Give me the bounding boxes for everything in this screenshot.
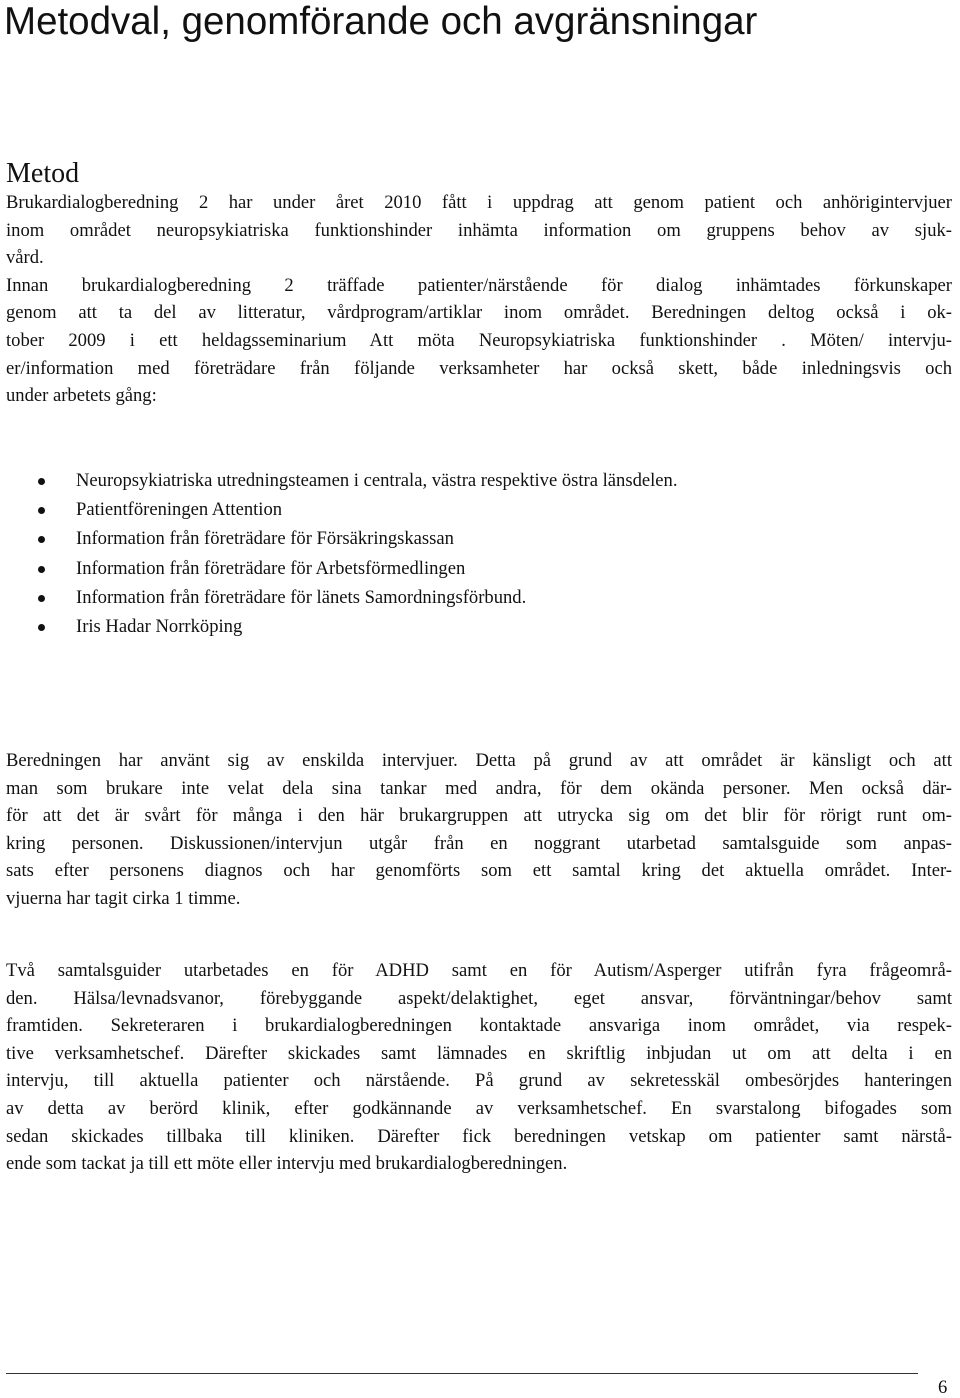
bullet-icon [38,536,45,543]
bullet-icon [38,595,45,602]
list-item-text: Iris Hadar Norrköping [76,615,243,637]
text-line: Innan brukardialogberedning 2 träffade patienter/närstående för dialog inhämtades förkunskaper [6,274,952,296]
bullet-icon [38,624,45,631]
text-line: man som brukare inte velat dela sina tankar med andra, för dem okända personer. Men också där- [6,777,952,799]
page-number: 6 [938,1377,948,1398]
paragraph-guides [6,957,952,1178]
footer-divider [6,1373,918,1374]
bullet-icon [38,478,45,485]
text-line: vård. [6,247,44,269]
list-item [0,524,960,553]
text-line: Beredningen har använt sig av enskilda intervjuer. Detta på grund av att området är känsligt och att [6,750,952,771]
text-line: Brukardialogberedning 2 har under året 2010 fått i uppdrag att genom patient och anhörigintervjuer [6,192,952,213]
paragraph-interviews [6,747,952,913]
text-line: den. Hälsa/levnadsvanor, förebyggande aspekt/delaktighet, eget ansvar, förväntningar/behov samt [6,987,952,1009]
paragraph-intro [6,189,952,410]
text-line: kring personen. Diskussionen/intervjun utgår från en noggrant utarbetad samtalsguide som anpas- [6,832,952,854]
text-line: under arbetets gång: [6,385,157,407]
text-line: Två samtalsguider utarbetades en för ADHD samt en för Autism/Asperger utifrån fyra frågeområ- [6,960,952,981]
section-heading-metod: Metod [6,158,80,189]
list-item-text: Information från företrädare för Försäkringskassan [76,528,454,550]
text-line: för att det är svårt för många i den här brukargruppen att utrycka sig om det blir för rörigt runt om- [6,805,952,827]
text-line: av detta av berörd klinik, efter godkännande av verksamhetschef. En svarstalong bifogades som [6,1097,952,1119]
text-line: intervju, till aktuella patienter och närstående. På grund av sekretesskäl ombesörjdes hanteringen [6,1070,952,1092]
list-item [0,495,960,524]
text-line: inom området neuropsykiatriska funktionshinder inhämta information om gruppens behov av sjuk- [6,219,952,241]
bullet-icon [38,507,45,514]
page-title: Metodval, genomförande och avgränsningar [4,0,758,43]
list-item-text: Information från företrädare för länets Samordningsförbund. [76,586,527,608]
text-line: er/information med företrädare från följande verksamheter har också skett, både inledningsvis och [6,357,952,379]
text-line: tive verksamhetschef. Därefter skickades samt lämnades en skriftlig inbjudan ut om att delta i en [6,1042,952,1064]
list-item [0,466,960,495]
list-item-text: Information från företrädare för Arbetsförmedlingen [76,557,466,579]
text-line: genom att ta del av litteratur, vårdprogram/artiklar inom området. Beredningen deltog också i ok- [6,302,952,324]
text-line: sats efter personens diagnos och har genomförts som ett samtal kring det aktuella området. Inter- [6,860,952,882]
text-line: framtiden. Sekreteraren i brukardialogberedningen kontaktade ansvariga inom området, via respek- [6,1015,952,1037]
list-item [0,583,960,612]
text-line: vjuerna har tagit cirka 1 timme. [6,887,241,909]
list-item-text: Patientföreningen Attention [76,499,283,521]
bullet-icon [38,566,45,573]
text-line: ende som tackat ja till ett möte eller intervju med brukardialogberedningen. [6,1153,568,1175]
text-line: sedan skickades tillbaka till kliniken. Därefter fick beredningen vetskap om patienter samt närstå- [6,1125,952,1147]
bullet-list [0,466,960,641]
list-item [0,612,960,641]
list-item-text: Neuropsykiatriska utredningsteamen i centrala, västra respektive östra länsdelen. [76,470,678,491]
text-line: tober 2009 i ett heldagsseminarium Att möta Neuropsykiatriska funktionshinder . Möten/ intervju- [6,329,952,351]
list-item [0,554,960,583]
